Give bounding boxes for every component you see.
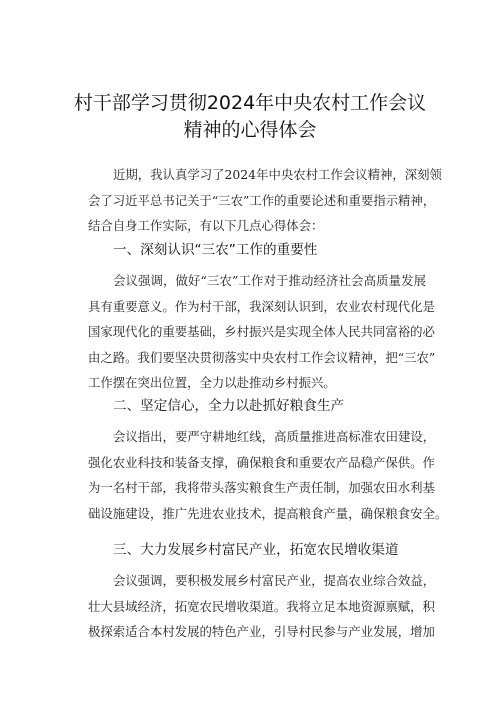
section-heading: 二、坚定信心，全力以赴抓好粮食生产 (113, 398, 345, 414)
section-paragraph (88, 268, 436, 396)
paragraph-line: 具有重要意义。作为村干部，我深刻认识到，农业农村现代化是 (88, 298, 435, 314)
document-title-line-1: 村干部学习贯彻2024年中央农村工作会议 (73, 92, 427, 114)
paragraph-line: 强化农业科技和装备支撑，确保粮食和重要农产品稳产保供。作 (88, 454, 435, 470)
paragraph-line: 极探索适合本村发展的特色产业，引导村民参与产业发展，增加 (88, 624, 435, 640)
paragraph-line: 国家现代化的重要基础，乡村振兴是实现全体人民共同富裕的必 (88, 324, 435, 340)
paragraph-line: 为一名村干部，我将带头落实粮食生产责任制，加强农田水利基 (88, 480, 435, 496)
paragraph-line: 结合自身工作实际，有以下几点心得体会： (88, 218, 324, 234)
paragraph-line: 由之路。我们要坚决贯彻落实中央农村工作会议精神，把“三农” (88, 349, 436, 365)
section-heading: 一、深刻认识“三农”工作的重要性 (113, 242, 318, 258)
section-heading: 三、大力发展乡村富民产业，拓宽农民增收渠道 (113, 542, 399, 558)
document-title-line-2: 精神的心得体会 (183, 119, 317, 141)
paragraph-line: 会议指出，要严守耕地红线，高质量推进高标准农田建设， (113, 429, 436, 444)
paragraph-line: 会了习近平总书记关于“三农”工作的重要论述和重要指示精神， (88, 192, 436, 208)
paragraph-line: 础设施建设，推广先进农业技术，提高粮食产量，确保粮食安全。 (88, 505, 448, 521)
paragraph-line: 壮大县域经济，拓宽农民增收渠道。我将立足本地资源禀赋，积 (88, 598, 435, 614)
paragraph-line: 会议强调，要积极发展乡村富民产业，提高农业综合效益， (113, 573, 436, 588)
intro-paragraph (88, 162, 442, 239)
section-paragraph (88, 568, 436, 645)
paragraph-line: 工作摆在突出位置，全力以赴推动乡村振兴。 (88, 375, 336, 391)
paragraph-line: 近期，我认真学习了2024年中央农村工作会议精神，深刻领 (113, 167, 442, 182)
paragraph-line: 会议强调，做好“三农”工作对于推动经济社会高质量发展 (113, 273, 426, 288)
section-paragraph (88, 424, 448, 526)
